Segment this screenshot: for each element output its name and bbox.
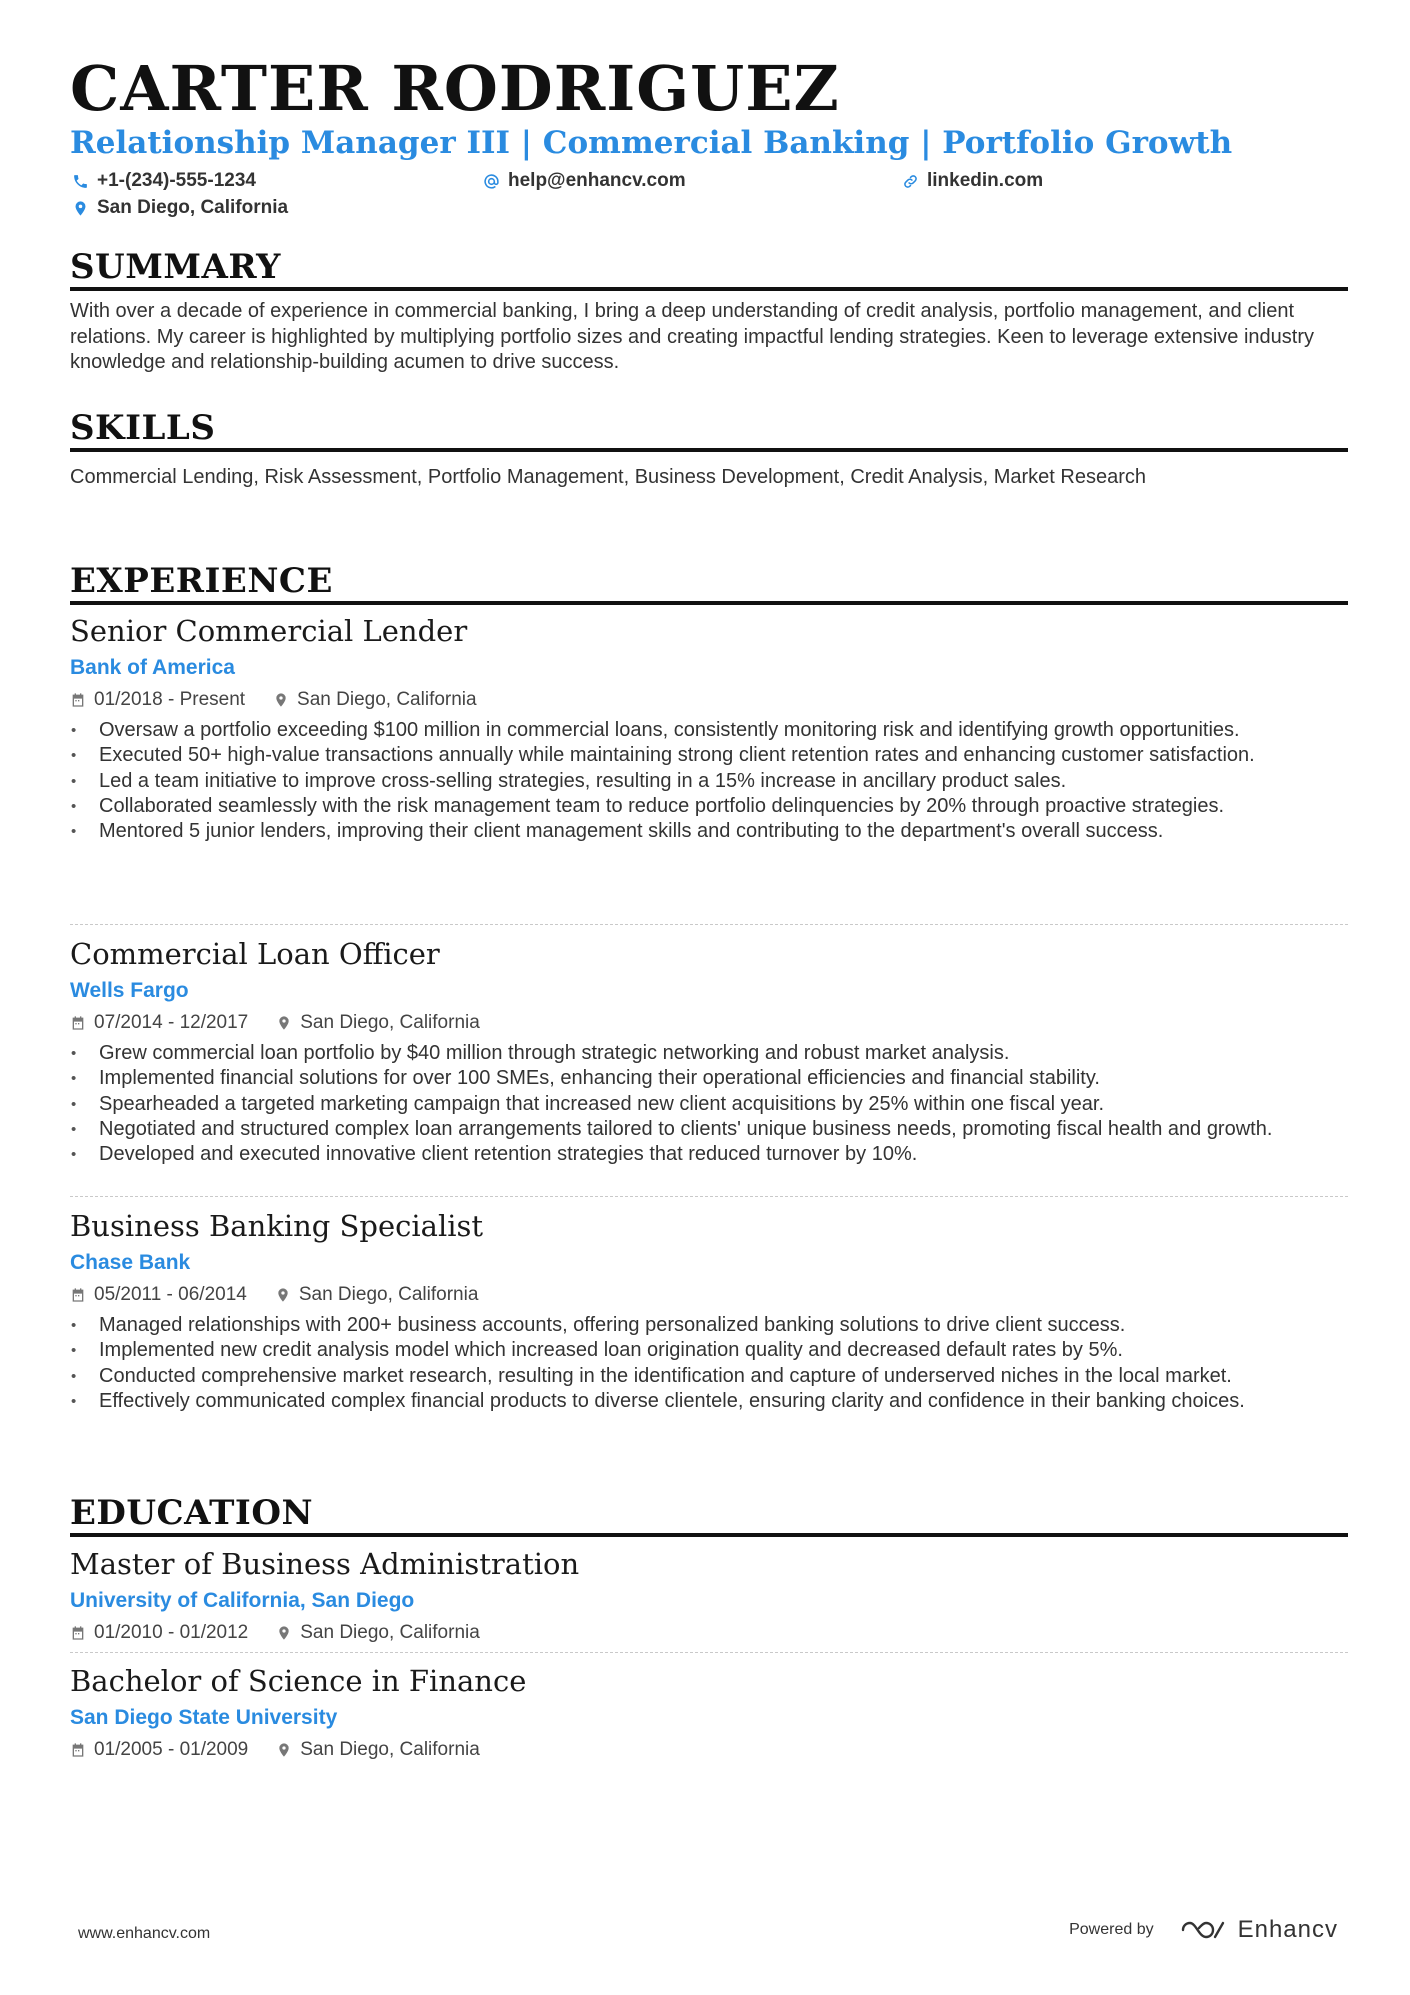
bullet-item: • Collaborated seamlessly with the risk management team to reduce portfolio delinquencies by 20% through proactive strategies. (70, 794, 1348, 819)
calendar-icon (70, 1625, 86, 1641)
map-pin-icon (273, 692, 289, 708)
summary-heading: SUMMARY (70, 247, 281, 287)
education-rule (70, 1533, 1348, 1537)
job-location-text: San Diego, California (300, 1012, 480, 1033)
contact-website[interactable] (902, 170, 1043, 192)
education-location (276, 1623, 480, 1642)
education-location (276, 1740, 480, 1759)
powered-by-text: Powered by (1069, 1921, 1154, 1938)
job-location (273, 690, 477, 709)
degree-title: Master of Business Administration (70, 1547, 580, 1581)
education-meta (70, 1623, 480, 1642)
bullet-item: • Spearheaded a targeted marketing campaign that increased new client acquisitions by 25% within one fiscal year. (70, 1092, 1348, 1117)
candidate-headline: Relationship Manager III | Commercial Banking | Portfolio Growth (70, 125, 1233, 161)
job-title: Business Banking Specialist (70, 1209, 484, 1243)
email-text: help@enhancv.com (508, 170, 686, 191)
website-text: linkedin.com (927, 170, 1044, 191)
education-location-text: San Diego, California (300, 1739, 480, 1760)
education-divider (70, 1652, 1348, 1653)
skills-text: Commercial Lending, Risk Assessment, Portfolio Management, Business Development, Credit Analysis, Market Research (70, 466, 1147, 488)
job-company: Chase Bank (70, 1251, 191, 1274)
job-location-text: San Diego, California (297, 689, 477, 710)
bullet-item: • Grew commercial loan portfolio by $40 million through strategic networking and robust market analysis. (70, 1041, 1348, 1066)
education-heading: EDUCATION (70, 1493, 314, 1533)
contact-email[interactable] (483, 170, 686, 192)
bullet-item: • Implemented financial solutions for over 100 SMEs, enhancing their operational efficiencies and financial stability. (70, 1066, 1348, 1091)
job-title: Commercial Loan Officer (70, 937, 440, 971)
job-bullets (70, 1313, 1348, 1414)
job-dates: 01/2018 - Present (94, 689, 246, 710)
job-location-text: San Diego, California (298, 1284, 479, 1305)
school-name: University of California, San Diego (70, 1589, 415, 1612)
summary-text: With over a decade of experience in commercial banking, I bring a deep understanding of credit analysis, portfolio management, and client relations. My career is highlighted by multiplying portfolio sizes and creating impactful lending strategies. Keen to leverage extensive industry knowledge and relationship-building acumen to drive success. (70, 300, 1314, 373)
summary-rule (70, 287, 1348, 291)
calendar-icon (70, 1742, 86, 1758)
job-company: Wells Fargo (70, 979, 189, 1002)
bullet-item: • Negotiated and structured complex loan arrangements tailored to clients' unique business needs, promoting fiscal health and growth. (70, 1117, 1348, 1142)
experience-rule (70, 601, 1348, 605)
bullet-item: • Executed 50+ high-value transactions annually while maintaining strong client retention rates and enhancing customer satisfaction. (70, 743, 1348, 768)
experience-heading: EXPERIENCE (70, 561, 333, 601)
bullet-item: • Oversaw a portfolio exceeding $100 million in commercial loans, consistently monitoring risk and identifying growth opportunities. (70, 718, 1348, 743)
job-divider (70, 1196, 1348, 1197)
map-pin-icon (72, 200, 89, 217)
job-dates: 07/2014 - 12/2017 (94, 1012, 249, 1033)
candidate-name: CARTER RODRIGUEZ (70, 52, 840, 125)
map-pin-icon (275, 1287, 291, 1303)
bullet-item: • Implemented new credit analysis model which increased loan origination quality and decreased default rates by 5%. (70, 1338, 1348, 1363)
skills-heading: SKILLS (70, 408, 216, 448)
education-dates: 01/2010 - 01/2012 (94, 1622, 249, 1643)
job-dates: 05/2011 - 06/2014 (94, 1284, 247, 1305)
bullet-item: • Managed relationships with 200+ business accounts, offering personalized banking solutions to drive client success. (70, 1313, 1348, 1338)
bullet-item: • Conducted comprehensive market research, resulting in the identification and capture of underserved niches in the local market. (70, 1364, 1348, 1389)
map-pin-icon (276, 1015, 292, 1031)
bullet-item: • Effectively communicated complex financial products to diverse clientele, ensuring clarity and confidence in their banking choices. (70, 1389, 1348, 1414)
footer-branding (1069, 1916, 1338, 1944)
phone-text: +1-(234)-555-1234 (97, 170, 256, 191)
map-pin-icon (276, 1742, 292, 1758)
enhancv-brand-text: Enhancv (1237, 1916, 1338, 1943)
job-company: Bank of America (70, 656, 235, 679)
job-meta (70, 1013, 480, 1032)
bullet-item: • Led a team initiative to improve cross-selling strategies, resulting in a 15% increase in ancillary product sales. (70, 769, 1348, 794)
skills-rule (70, 448, 1348, 452)
job-location (276, 1013, 480, 1032)
job-location (275, 1285, 479, 1304)
degree-title: Bachelor of Science in Finance (70, 1664, 527, 1698)
enhancv-logo-icon (1180, 1918, 1226, 1942)
footer-website[interactable]: www.enhancv.com (78, 1925, 211, 1942)
map-pin-icon (276, 1625, 292, 1641)
education-location-text: San Diego, California (300, 1622, 480, 1643)
location-text: San Diego, California (97, 197, 289, 218)
school-name: San Diego State University (70, 1706, 338, 1729)
bullet-item: • Developed and executed innovative client retention strategies that reduced turnover by 10%. (70, 1142, 1348, 1167)
phone-icon (72, 173, 89, 190)
job-title: Senior Commercial Lender (70, 614, 468, 648)
at-icon (483, 173, 500, 190)
calendar-icon (70, 692, 86, 708)
calendar-icon (70, 1015, 86, 1031)
job-divider (70, 924, 1348, 925)
link-icon (902, 173, 919, 190)
contact-phone (72, 170, 256, 192)
bullet-item: • Mentored 5 junior lenders, improving their client management skills and contributing to the department's overall success. (70, 819, 1348, 844)
contact-location (72, 197, 288, 219)
job-meta (70, 1285, 478, 1304)
job-bullets (70, 718, 1348, 844)
education-meta (70, 1740, 480, 1759)
education-dates: 01/2005 - 01/2009 (94, 1739, 249, 1760)
job-bullets (70, 1041, 1348, 1167)
calendar-icon (70, 1287, 86, 1303)
job-meta (70, 690, 477, 709)
